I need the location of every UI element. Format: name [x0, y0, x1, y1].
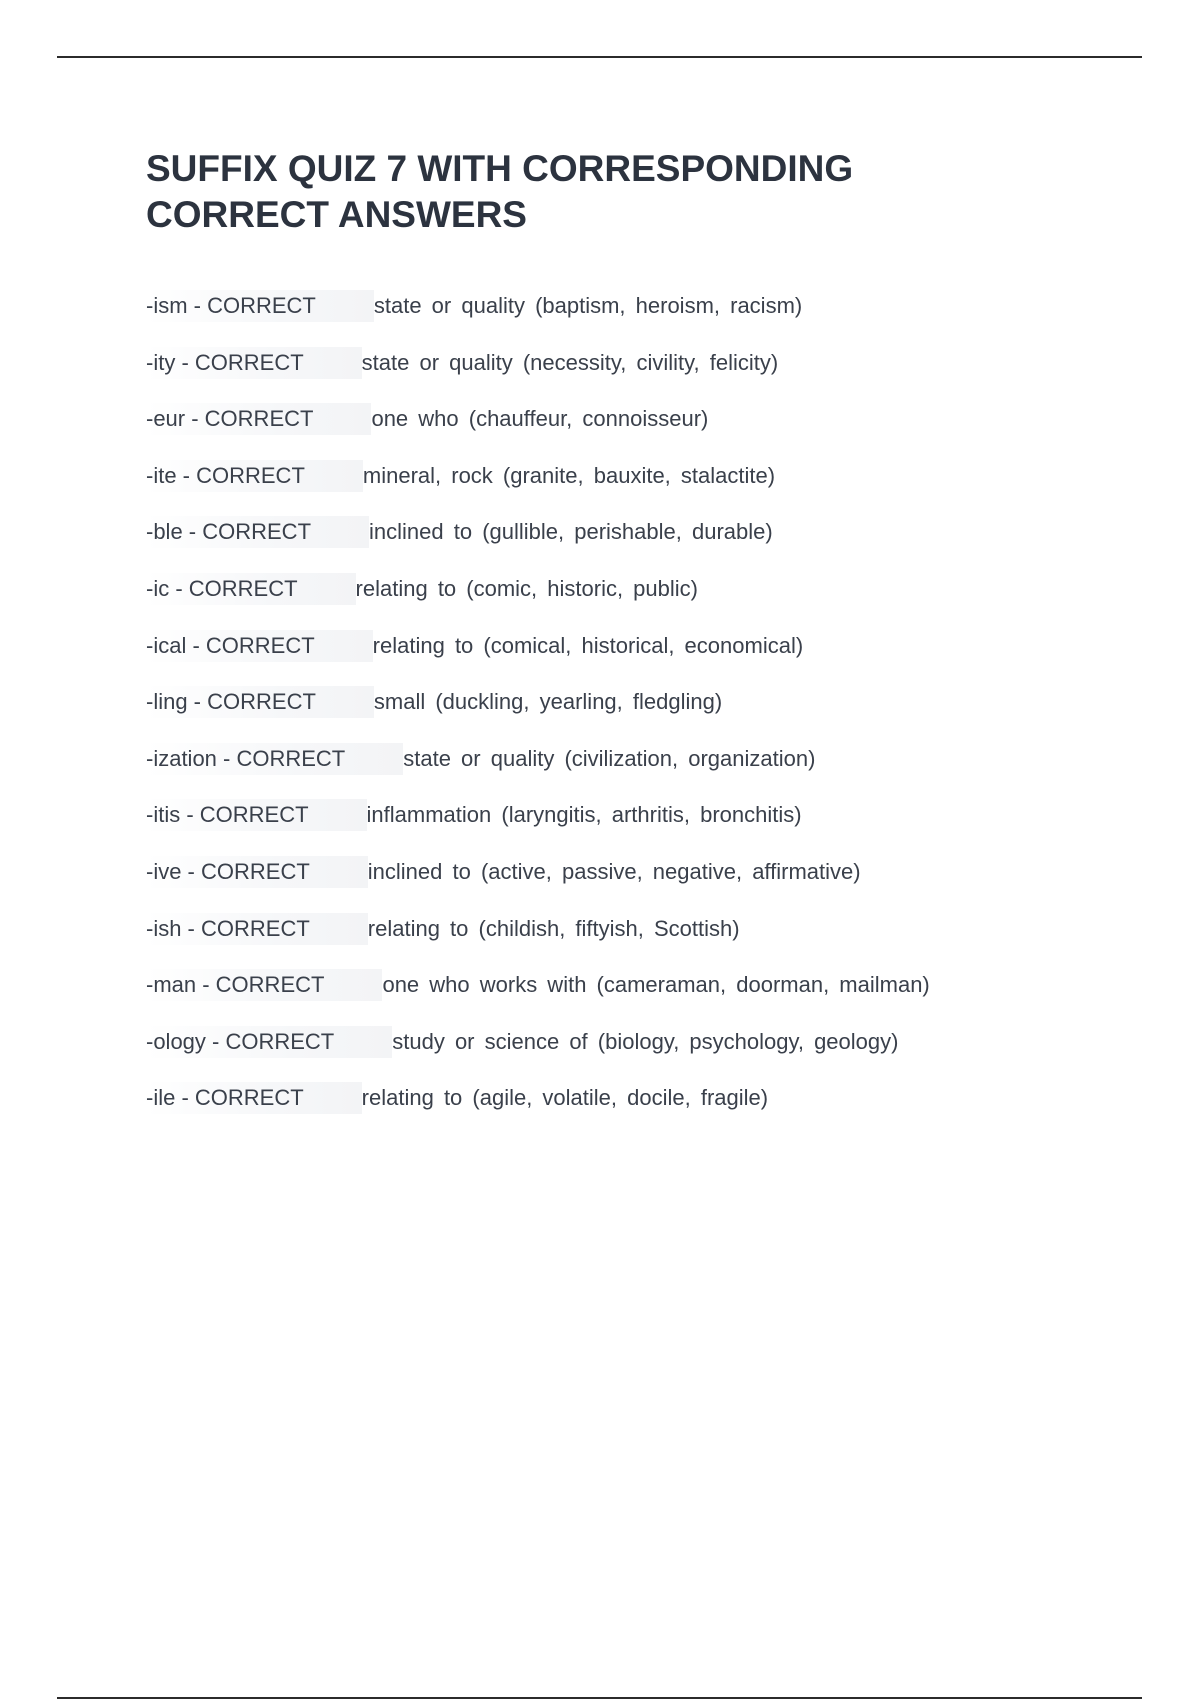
- page-title: [146, 146, 1046, 238]
- suffix-term: -ical - CORRECT: [146, 630, 373, 662]
- top-divider: [57, 56, 1142, 58]
- suffix-definition: relating to (childish, fiftyish, Scottish): [367, 915, 740, 941]
- list-item: [146, 799, 1146, 856]
- suffix-term: -ble - CORRECT: [146, 516, 369, 548]
- list-item: [146, 573, 1146, 630]
- title-line-1: SUFFIX QUIZ 7 WITH CORRESPONDING: [146, 148, 854, 189]
- suffix-term: -ite - CORRECT: [146, 460, 363, 492]
- title-line-2: CORRECT ANSWERS: [146, 194, 527, 235]
- suffix-term: -ization - CORRECT: [146, 743, 403, 775]
- suffix-definition: state or quality (necessity, civility, felicity): [361, 349, 779, 375]
- suffix-definition: relating to (comical, historical, economical): [372, 632, 804, 658]
- list-item: [146, 403, 1146, 460]
- suffix-term: -itis - CORRECT: [146, 799, 367, 831]
- suffix-term: -ity - CORRECT: [146, 347, 362, 379]
- list-item: [146, 913, 1146, 970]
- suffix-term: -ive - CORRECT: [146, 856, 368, 888]
- list-item: [146, 686, 1146, 743]
- suffix-term: -ile - CORRECT: [146, 1082, 362, 1114]
- suffix-definition: relating to (agile, volatile, docile, fragile): [361, 1085, 769, 1111]
- list-item: [146, 460, 1146, 517]
- list-item: [146, 1026, 1146, 1083]
- suffix-definition: inflammation (laryngitis, arthritis, bronchitis): [366, 802, 802, 828]
- suffix-definition: small (duckling, yearling, fledgling): [373, 689, 723, 715]
- list-item: [146, 516, 1146, 573]
- suffix-term: -ic - CORRECT: [146, 573, 356, 605]
- answer-list: [146, 290, 1146, 1139]
- list-item: [146, 1082, 1146, 1139]
- suffix-definition: study or science of (biology, psychology, geology): [392, 1028, 899, 1054]
- suffix-term: -ling - CORRECT: [146, 686, 374, 718]
- suffix-definition: inclined to (active, passive, negative, affirmative): [367, 858, 861, 884]
- suffix-definition: state or quality (civilization, organization): [403, 745, 816, 771]
- suffix-term: -man - CORRECT: [146, 969, 382, 1001]
- list-item: [146, 969, 1146, 1026]
- list-item: [146, 856, 1146, 913]
- list-item: [146, 630, 1146, 687]
- suffix-term: -ology - CORRECT: [146, 1026, 392, 1058]
- suffix-term: -ism - CORRECT: [146, 290, 374, 322]
- suffix-definition: mineral, rock (granite, bauxite, stalactite): [362, 462, 776, 488]
- suffix-definition: one who works with (cameraman, doorman, mailman): [382, 972, 930, 998]
- bottom-divider: [57, 1697, 1142, 1699]
- suffix-term: -eur - CORRECT: [146, 403, 371, 435]
- suffix-definition: one who (chauffeur, connoisseur): [371, 406, 709, 432]
- suffix-term: -ish - CORRECT: [146, 913, 368, 945]
- list-item: [146, 347, 1146, 404]
- list-item: [146, 290, 1146, 347]
- suffix-definition: relating to (comic, historic, public): [355, 575, 698, 601]
- suffix-definition: inclined to (gullible, perishable, durable): [369, 519, 773, 545]
- suffix-definition: state or quality (baptism, heroism, racism): [373, 293, 803, 318]
- list-item: [146, 743, 1146, 800]
